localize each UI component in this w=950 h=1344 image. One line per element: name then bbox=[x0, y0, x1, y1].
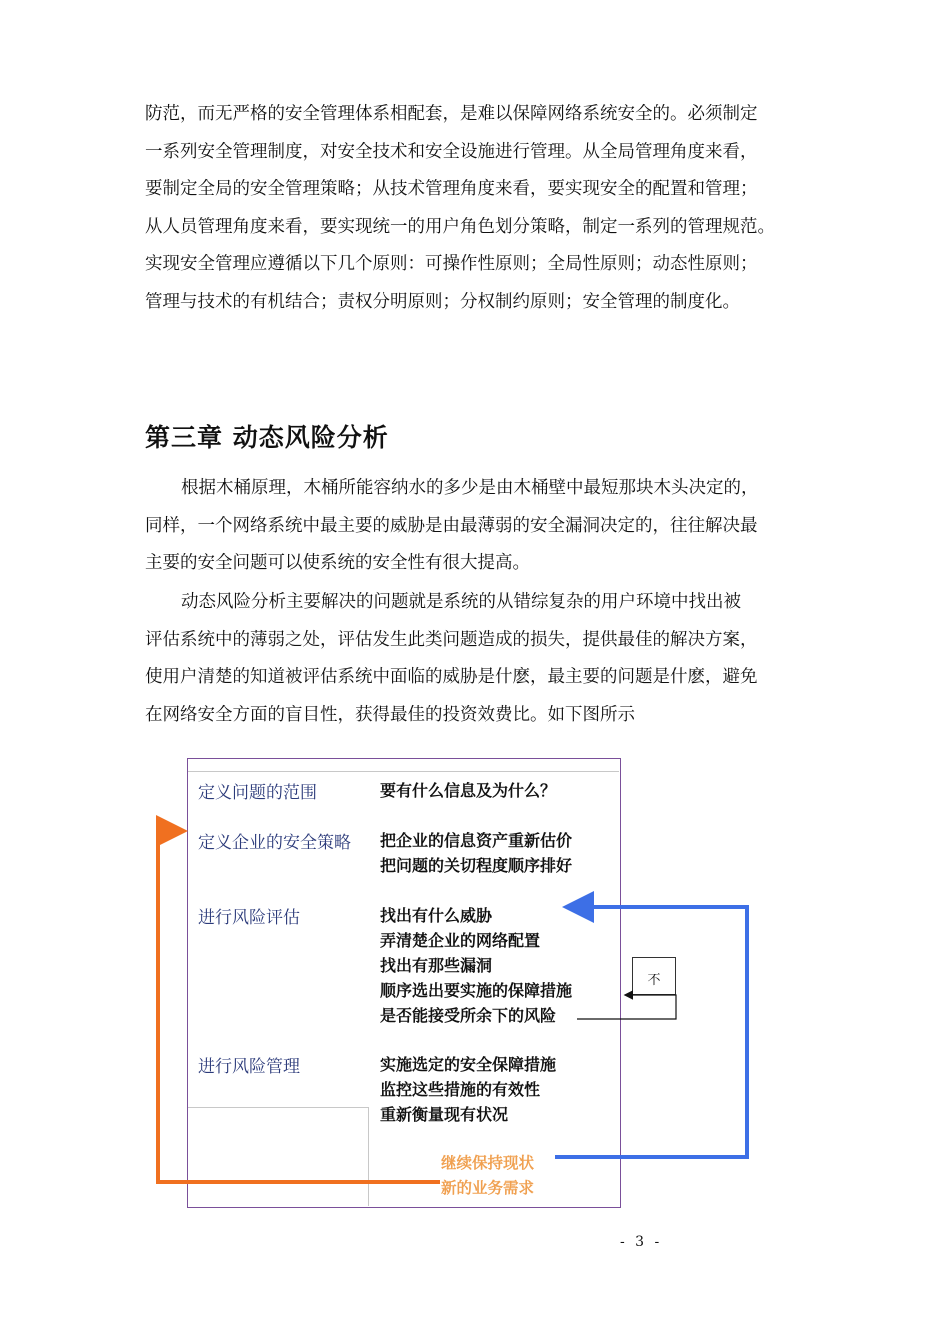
text-line: 一系列安全管理制度，对安全技术和安全设施进行管理。从全局管理角度来看， bbox=[145, 141, 758, 162]
desc-line: 弄清楚企业的网络配置 bbox=[380, 931, 541, 950]
diagram-divider-bottom bbox=[188, 1107, 368, 1108]
text-line: 评估系统中的薄弱之处，评估发生此类问题造成的损失，提供最佳的解决方案， bbox=[145, 629, 758, 650]
page-number: - 3 - bbox=[620, 1234, 663, 1250]
desc-line: 顺序选出要实施的保障措施 bbox=[380, 981, 573, 1000]
step-desc-define-scope bbox=[380, 778, 556, 803]
body-paragraph-1 bbox=[145, 470, 810, 583]
status-quo-text bbox=[441, 1151, 534, 1201]
text-line: 主要的安全问题可以使系统的安全性有很大提高。 bbox=[145, 553, 530, 573]
text-line: 根据木桶原理，木桶所能容纳水的多少是由木桶壁中最短那块木头决定的， bbox=[181, 478, 759, 498]
text-line: 使用户清楚的知道被评估系统中面临的威胁是什麽，最主要的问题是什麽，避免 bbox=[145, 667, 758, 687]
text-line: 同样，一个网络系统中最主要的威胁是由最薄弱的安全漏洞决定的，往往解决最 bbox=[145, 515, 758, 536]
no-decision-box: 不 bbox=[632, 957, 676, 995]
diagram-divider-vertical bbox=[368, 1107, 369, 1206]
chapter-title: 第三章 动态风险分析 bbox=[145, 423, 389, 452]
desc-line: 监控这些措施的有效性 bbox=[380, 1080, 541, 1099]
step-label-risk-assessment: 进行风险评估 bbox=[198, 908, 300, 928]
desc-line: 找出有那些漏洞 bbox=[380, 956, 493, 975]
desc-line: 实施选定的安全保障措施 bbox=[380, 1055, 557, 1074]
step-label-define-policy: 定义企业的安全策略 bbox=[198, 833, 351, 853]
text-line: 管理与技术的有机结合；责权分明原则；分权制约原则；安全管理的制度化。 bbox=[145, 291, 740, 312]
text-line: 动态风险分析主要解决的问题就是系统的从错综复杂的用户环境中找出被 bbox=[181, 592, 741, 612]
step-desc-define-policy bbox=[380, 828, 572, 878]
text-line: 从人员管理角度来看，要实现统一的用户角色划分策略，制定一系列的管理规范。 bbox=[145, 216, 775, 237]
step-desc-risk-management bbox=[380, 1052, 556, 1127]
body-paragraph-2 bbox=[145, 584, 810, 734]
text-line: 防范，而无严格的安全管理体系相配套，是难以保障网络系统安全的。必须制定 bbox=[145, 104, 758, 124]
orange-line: 继续保持现状 bbox=[441, 1154, 535, 1172]
step-label-define-scope: 定义问题的范围 bbox=[198, 783, 317, 803]
step-label-risk-management: 进行风险管理 bbox=[198, 1057, 300, 1077]
step-desc-risk-assessment bbox=[380, 903, 572, 1028]
diagram-divider-top bbox=[188, 771, 619, 772]
desc-line: 要有什么信息及为什么？ bbox=[380, 781, 557, 800]
desc-line: 把问题的关切程度顺序排好 bbox=[380, 856, 573, 875]
orange-line: 新的业务需求 bbox=[441, 1179, 535, 1197]
desc-line: 找出有什么威胁 bbox=[380, 906, 493, 925]
text-line: 要制定全局的安全管理策略；从技术管理角度来看，要实现安全的配置和管理； bbox=[145, 179, 758, 199]
desc-line: 是否能接受所余下的风险 bbox=[380, 1006, 557, 1025]
text-line: 实现安全管理应遵循以下几个原则：可操作性原则；全局性原则；动态性原则； bbox=[145, 254, 758, 274]
text-line: 在网络安全方面的盲目性，获得最佳的投资效费比。如下图所示 bbox=[145, 704, 635, 725]
desc-line: 重新衡量现有状况 bbox=[380, 1105, 509, 1124]
desc-line: 把企业的信息资产重新估价 bbox=[380, 831, 573, 850]
body-paragraph-top bbox=[145, 96, 810, 321]
